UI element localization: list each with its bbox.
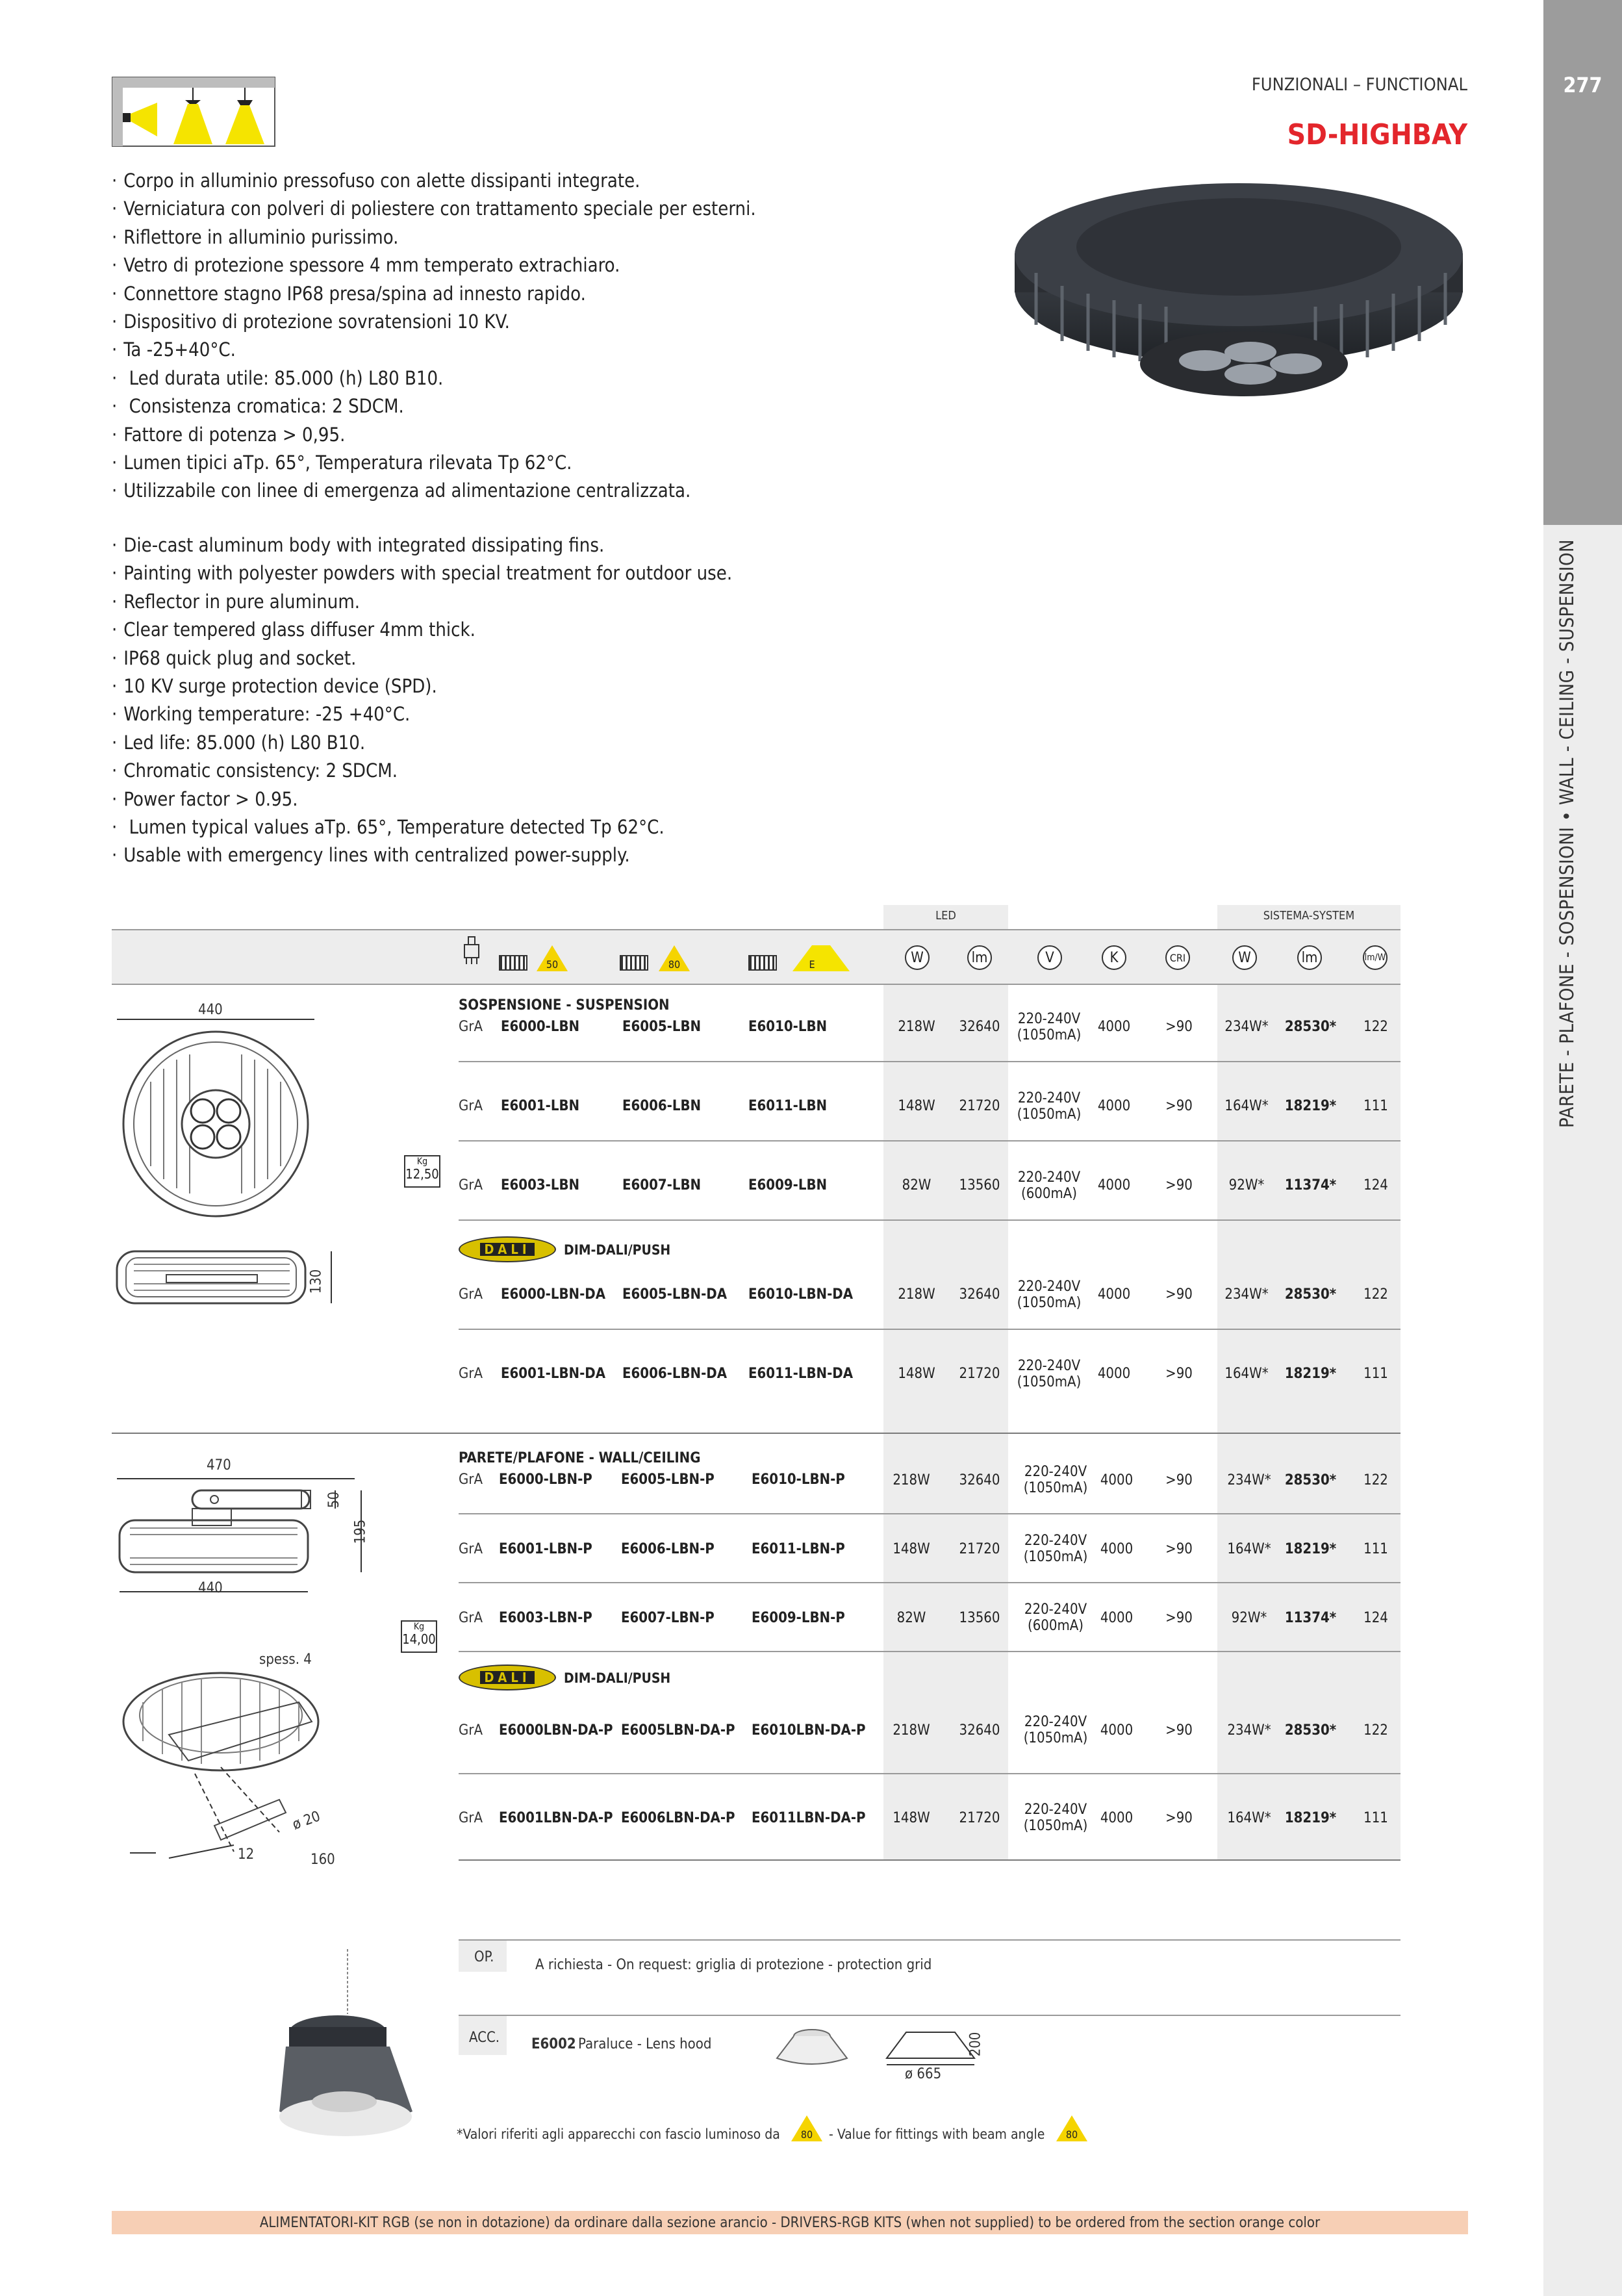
led-watt: 218W bbox=[898, 1018, 935, 1035]
voltage: 220-240V (1050mA) bbox=[1023, 1714, 1088, 1746]
feature-item: · Utilizzabile con linee di emergenza ad alimentazione centralizzata. bbox=[112, 477, 756, 505]
gra-label: GrA bbox=[459, 1177, 483, 1193]
system-watt: 234W* bbox=[1227, 1722, 1271, 1739]
gra-label: GrA bbox=[459, 1019, 483, 1035]
efficacy: 111 bbox=[1363, 1365, 1388, 1382]
led-watt: 82W bbox=[902, 1177, 931, 1193]
dim-470: 470 bbox=[207, 1457, 231, 1473]
acc-text: Paraluce - Lens hood bbox=[578, 2036, 712, 2052]
led-chip-icon bbox=[620, 955, 648, 971]
system-lumen: 28530* bbox=[1284, 1472, 1337, 1488]
feature-item: · Lumen tipici aTp. 65°, Temperatura rilevata Tp 62°C. bbox=[112, 449, 756, 477]
feature-item: · Ta -25+40°C. bbox=[112, 336, 756, 364]
product-code: E6010LBN-DA-P bbox=[752, 1722, 866, 1739]
row-divider bbox=[459, 1329, 1400, 1330]
acc-code: E6002 bbox=[531, 2036, 576, 2052]
led-lumen: 13560 bbox=[959, 1609, 1000, 1626]
system-lumen: 18219* bbox=[1284, 1097, 1337, 1114]
row-divider bbox=[459, 1140, 1400, 1142]
row-divider bbox=[459, 1651, 1400, 1652]
feature-item: · Usable with emergency lines with centralized power-supply. bbox=[112, 841, 732, 869]
system-watt-icon: W bbox=[1232, 945, 1257, 970]
footnote-beam-label: 80 bbox=[1065, 2128, 1078, 2141]
weight-badge-wall: Kg 14,00 bbox=[401, 1620, 437, 1653]
cri: >90 bbox=[1165, 1286, 1193, 1303]
cri: >90 bbox=[1165, 1365, 1193, 1382]
efficacy: 122 bbox=[1363, 1472, 1388, 1488]
system-watt: 234W* bbox=[1227, 1472, 1271, 1488]
feature-item: · Connettore stagno IP68 presa/spina ad innesto rapido. bbox=[112, 280, 756, 308]
product-code: E6009-LBN bbox=[748, 1177, 828, 1193]
hood-height: 200 bbox=[967, 2032, 984, 2057]
product-code: E6001-LBN-DA bbox=[501, 1366, 606, 1382]
product-code: E6000-LBN-DA bbox=[501, 1286, 606, 1303]
product-code: E6001-LBN-P bbox=[499, 1541, 592, 1557]
lumen-icon: lm bbox=[967, 945, 992, 970]
system-watt: 164W* bbox=[1224, 1097, 1269, 1114]
product-code: E6011-LBN-P bbox=[752, 1541, 845, 1557]
footer-bar: ALIMENTATORI-KIT RGB (se non in dotazione) da ordinare dalla sezione arancio - DRIVERS-RGB KITS (when not supplied) to be ordered from the section orange color bbox=[112, 2211, 1468, 2234]
product-code: E6006-LBN bbox=[622, 1098, 702, 1114]
product-code: E6005-LBN-DA bbox=[622, 1286, 728, 1303]
gra-label: GrA bbox=[459, 1098, 483, 1114]
op-text: A richiesta - On request: griglia di protezione - protection grid bbox=[535, 1957, 932, 1973]
volt-icon: V bbox=[1037, 945, 1062, 970]
cri: >90 bbox=[1165, 1609, 1193, 1626]
voltage: 220-240V (600mA) bbox=[1017, 1169, 1081, 1202]
led-watt: 82W bbox=[896, 1609, 926, 1626]
beam-80-label: 80 bbox=[668, 958, 681, 971]
system-watt: 164W* bbox=[1227, 1809, 1271, 1826]
wall-heading: PARETE/PLAFONE - WALL/CEILING bbox=[459, 1450, 701, 1466]
kelvin: 4000 bbox=[1100, 1540, 1134, 1557]
feature-item: · Lumen typical values aTp. 65°, Temperature detected Tp 62°C. bbox=[112, 813, 732, 841]
system-watt: 92W* bbox=[1228, 1177, 1265, 1193]
system-lumen: 28530* bbox=[1284, 1722, 1337, 1739]
gra-label: GrA bbox=[459, 1541, 483, 1557]
kelvin: 4000 bbox=[1100, 1722, 1134, 1739]
cri: >90 bbox=[1165, 1809, 1193, 1826]
cri: >90 bbox=[1165, 1177, 1193, 1193]
row-divider bbox=[459, 1061, 1400, 1062]
kelvin: 4000 bbox=[1100, 1809, 1134, 1826]
efficacy: 111 bbox=[1363, 1540, 1388, 1557]
footnote-before: *Valori riferiti agli apparecchi con fascio luminoso da bbox=[457, 2126, 780, 2142]
dim-height-130: 130 bbox=[308, 1269, 325, 1294]
voltage: 220-240V (1050mA) bbox=[1017, 1011, 1082, 1043]
hood-diameter: ø 665 bbox=[905, 2066, 942, 2082]
product-code: E6010-LBN-DA bbox=[748, 1286, 854, 1303]
cri: >90 bbox=[1165, 1097, 1193, 1114]
feature-item: · Vetro di protezione spessore 4 mm temperato extrachiaro. bbox=[112, 251, 756, 279]
feature-item: · IP68 quick plug and socket. bbox=[112, 644, 732, 672]
feature-item: · Verniciatura con polveri di poliestere con trattamento speciale per esterni. bbox=[112, 195, 756, 223]
options-mid-line bbox=[459, 2015, 1400, 2016]
led-lumen: 32640 bbox=[959, 1286, 1000, 1303]
dim-440: 440 bbox=[198, 1580, 223, 1596]
led-watt: 148W bbox=[898, 1097, 935, 1114]
voltage: 220-240V (1050mA) bbox=[1023, 1464, 1088, 1496]
gra-label: GrA bbox=[459, 1810, 483, 1826]
efficacy: 124 bbox=[1363, 1177, 1388, 1193]
voltage: 220-240V (1050mA) bbox=[1023, 1533, 1088, 1565]
product-code: E6011LBN-DA-P bbox=[752, 1810, 866, 1826]
header-top-line bbox=[112, 929, 1400, 930]
product-code: E6000LBN-DA-P bbox=[499, 1722, 613, 1739]
suspension-top-drawing bbox=[114, 1017, 317, 1221]
led-lumen: 32640 bbox=[959, 1722, 1000, 1739]
kelvin: 4000 bbox=[1097, 1097, 1131, 1114]
dali-logo: DALI bbox=[459, 1665, 556, 1690]
efficacy: 122 bbox=[1363, 1018, 1388, 1035]
product-code: E6001LBN-DA-P bbox=[499, 1810, 613, 1826]
wall-iso-drawing bbox=[117, 1663, 364, 1865]
voltage: 220-240V (1050mA) bbox=[1017, 1279, 1082, 1311]
suspension-heading: SOSPENSIONE - SUSPENSION bbox=[459, 997, 670, 1014]
feature-item: · Reflector in pure aluminum. bbox=[112, 588, 732, 616]
system-watt: 234W* bbox=[1224, 1286, 1269, 1303]
mount-type-icon bbox=[112, 77, 275, 147]
feature-item: · 10 KV surge protection device (SPD). bbox=[112, 672, 732, 700]
led-lumen: 32640 bbox=[959, 1472, 1000, 1488]
led-watt: 148W bbox=[898, 1365, 935, 1382]
row-divider bbox=[459, 1513, 1400, 1514]
beam-e-label: E bbox=[809, 958, 815, 971]
feature-item: · Power factor > 0.95. bbox=[112, 785, 732, 813]
product-code: E6005-LBN bbox=[622, 1019, 702, 1035]
footnote-beam-label: 80 bbox=[800, 2128, 813, 2141]
led-watt: 218W bbox=[893, 1472, 930, 1488]
gra-label: GrA bbox=[459, 1472, 483, 1488]
pendant-photo bbox=[273, 1949, 422, 2157]
feature-item: · Led durata utile: 85.000 (h) L80 B10. bbox=[112, 364, 756, 392]
led-watt: 148W bbox=[893, 1540, 930, 1557]
weight-badge-suspension: Kg 12,50 bbox=[404, 1155, 440, 1188]
efficacy-icon: lm/W bbox=[1363, 945, 1388, 970]
efficacy: 122 bbox=[1363, 1722, 1388, 1739]
product-code: E6010-LBN-P bbox=[752, 1472, 845, 1488]
efficacy: 111 bbox=[1363, 1809, 1388, 1826]
kelvin-icon: K bbox=[1102, 945, 1126, 970]
product-code: E6000-LBN-P bbox=[499, 1472, 592, 1488]
feature-item: · Working temperature: -25 +40°C. bbox=[112, 700, 732, 728]
row-divider bbox=[459, 1582, 1400, 1583]
system-lumen: 18219* bbox=[1284, 1809, 1337, 1826]
voltage: 220-240V (1050mA) bbox=[1017, 1090, 1082, 1123]
product-code: E6006LBN-DA-P bbox=[621, 1810, 735, 1826]
kelvin: 4000 bbox=[1097, 1286, 1131, 1303]
kelvin: 4000 bbox=[1100, 1609, 1134, 1626]
lens-hood-drawing bbox=[883, 2027, 984, 2066]
product-code: E6007-LBN-P bbox=[621, 1610, 715, 1626]
kelvin: 4000 bbox=[1097, 1365, 1131, 1382]
system-watt: 92W* bbox=[1231, 1609, 1267, 1626]
options-top-line bbox=[459, 1939, 1400, 1941]
product-code: E6000-LBN bbox=[501, 1019, 580, 1035]
lens-hood-photo bbox=[773, 2027, 851, 2066]
cri: >90 bbox=[1165, 1722, 1193, 1739]
product-code: E6006-LBN-P bbox=[621, 1541, 715, 1557]
gra-label: GrA bbox=[459, 1722, 483, 1739]
cri: >90 bbox=[1165, 1018, 1193, 1035]
cri-icon: CRI bbox=[1165, 945, 1190, 970]
efficacy: 124 bbox=[1363, 1609, 1388, 1626]
gra-label: GrA bbox=[459, 1286, 483, 1303]
category-label: FUNZIONALI – FUNCTIONAL bbox=[1251, 75, 1467, 95]
feature-item: · Consistenza cromatica: 2 SDCM. bbox=[112, 392, 756, 420]
led-watt: 218W bbox=[893, 1722, 930, 1739]
dali-logo: DALI bbox=[459, 1236, 556, 1262]
product-code: E6003-LBN-P bbox=[499, 1610, 592, 1626]
kelvin: 4000 bbox=[1100, 1472, 1134, 1488]
dali-label: DIM-DALI/PUSH bbox=[564, 1670, 671, 1686]
product-code: E6006-LBN-DA bbox=[622, 1366, 728, 1382]
led-watt: 148W bbox=[893, 1809, 930, 1826]
table-bottom-line bbox=[459, 1859, 1400, 1861]
product-code: E6011-LBN-DA bbox=[748, 1366, 854, 1382]
features-english bbox=[112, 531, 732, 870]
beam-50-label: 50 bbox=[546, 958, 559, 971]
product-code: E6005-LBN-P bbox=[621, 1472, 715, 1488]
led-watt: 218W bbox=[898, 1286, 935, 1303]
feature-item: · Clear tempered glass diffuser 4mm thick. bbox=[112, 616, 732, 644]
efficacy: 111 bbox=[1363, 1097, 1388, 1114]
gra-label: GrA bbox=[459, 1610, 483, 1626]
system-lumen: 11374* bbox=[1284, 1609, 1337, 1626]
led-lumen: 13560 bbox=[959, 1177, 1000, 1193]
product-photo bbox=[1010, 175, 1468, 416]
efficacy: 122 bbox=[1363, 1286, 1388, 1303]
cri: >90 bbox=[1165, 1540, 1193, 1557]
system-lumen: 18219* bbox=[1284, 1365, 1337, 1382]
dali-label: DIM-DALI/PUSH bbox=[564, 1242, 671, 1258]
cri: >90 bbox=[1165, 1472, 1193, 1488]
feature-item: · Corpo in alluminio pressofuso con alette dissipanti integrate. bbox=[112, 167, 756, 195]
voltage: 220-240V (600mA) bbox=[1024, 1601, 1087, 1634]
system-lumen: 28530* bbox=[1284, 1018, 1337, 1035]
product-code: E6009-LBN-P bbox=[752, 1610, 845, 1626]
led-lumen: 21720 bbox=[959, 1809, 1000, 1826]
system-lumen: 18219* bbox=[1284, 1540, 1337, 1557]
dim-160: 160 bbox=[310, 1852, 335, 1868]
dim-d20: ø 20 bbox=[290, 1808, 323, 1833]
page-number: 277 bbox=[1563, 73, 1603, 97]
kelvin: 4000 bbox=[1097, 1018, 1131, 1035]
op-label: OP. bbox=[474, 1949, 494, 1965]
row-divider bbox=[459, 1219, 1400, 1221]
row-divider bbox=[459, 1773, 1400, 1774]
feature-item: · Led life: 85.000 (h) L80 B10. bbox=[112, 729, 732, 757]
led-lumen: 21720 bbox=[959, 1097, 1000, 1114]
led-lumen: 21720 bbox=[959, 1540, 1000, 1557]
dim-width-440: 440 bbox=[198, 1002, 223, 1018]
product-title: SD-HIGHBAY bbox=[1287, 118, 1467, 151]
product-code: E6011-LBN bbox=[748, 1098, 828, 1114]
watt-icon: W bbox=[905, 945, 930, 970]
voltage: 220-240V (1050mA) bbox=[1017, 1358, 1082, 1390]
feature-item: · Fattore di potenza > 0,95. bbox=[112, 421, 756, 449]
lamp-icon bbox=[463, 936, 481, 965]
kelvin: 4000 bbox=[1097, 1177, 1131, 1193]
section-divider bbox=[112, 1433, 1400, 1434]
dim-12: 12 bbox=[238, 1846, 255, 1863]
system-lumen-icon: lm bbox=[1297, 945, 1322, 970]
voltage: 220-240V (1050mA) bbox=[1023, 1802, 1088, 1834]
led-lumen: 32640 bbox=[959, 1018, 1000, 1035]
led-chip-icon bbox=[499, 955, 527, 971]
feature-item: · Dispositivo di protezione sovratensioni 10 KV. bbox=[112, 308, 756, 336]
feature-item: · Chromatic consistency: 2 SDCM. bbox=[112, 757, 732, 785]
product-code: E6010-LBN bbox=[748, 1019, 828, 1035]
led-chip-icon bbox=[748, 955, 777, 971]
product-code: E6007-LBN bbox=[622, 1177, 702, 1193]
system-lumen: 28530* bbox=[1284, 1286, 1337, 1303]
system-watt: 234W* bbox=[1224, 1018, 1269, 1035]
feature-item: · Die-cast aluminum body with integrated dissipating fins. bbox=[112, 531, 732, 559]
led-label: LED bbox=[935, 909, 956, 923]
system-watt: 164W* bbox=[1227, 1540, 1271, 1557]
feature-item: · Riflettore in alluminio purissimo. bbox=[112, 223, 756, 251]
header-bottom-line bbox=[112, 984, 1400, 985]
feature-item: · Painting with polyester powders with special treatment for outdoor use. bbox=[112, 559, 732, 587]
gra-label: GrA bbox=[459, 1366, 483, 1382]
system-lumen: 11374* bbox=[1284, 1177, 1337, 1193]
product-code: E6001-LBN bbox=[501, 1098, 580, 1114]
features-italian bbox=[112, 167, 756, 505]
acc-label: ACC. bbox=[469, 2030, 500, 2046]
spess-label: spess. 4 bbox=[259, 1652, 312, 1668]
product-code: E6003-LBN bbox=[501, 1177, 580, 1193]
system-watt: 164W* bbox=[1224, 1365, 1269, 1382]
system-label: SISTEMA-SYSTEM bbox=[1263, 909, 1355, 923]
dim-50: 50 bbox=[326, 1491, 343, 1509]
dim-195: 195 bbox=[352, 1519, 369, 1544]
product-code: E6005LBN-DA-P bbox=[621, 1722, 735, 1739]
side-category-label: PARETE - PLAFONE - SOSPENSIONI • WALL - CEILING - SUSPENSION bbox=[1556, 539, 1578, 1129]
footnote-mid: - Value for fittings with beam angle bbox=[829, 2126, 1045, 2142]
led-lumen: 21720 bbox=[959, 1365, 1000, 1382]
